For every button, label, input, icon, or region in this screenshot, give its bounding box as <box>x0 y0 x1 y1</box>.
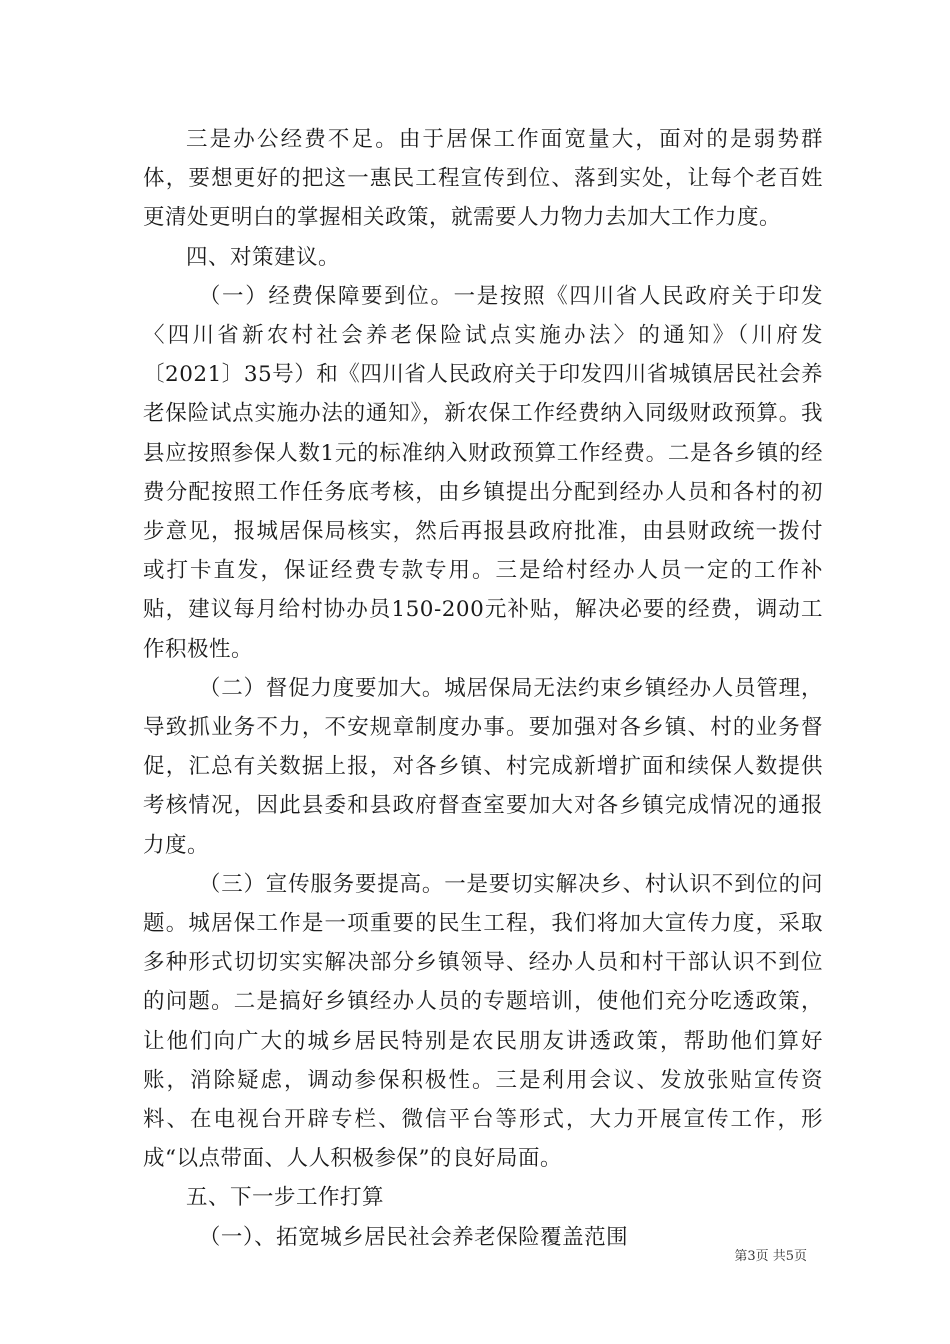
paragraph-publicity-service: （三）宣传服务要提高。一是要切实解决乡、村认识不到位的问题。城居保工作是一项重要的民生工程，我们将加大宣传力度，采取多种形式切切实实解决部分乡镇领导、经办人员和村干部认识不到位的问题。二是搞好乡镇经办人员的专题培训，使他们充分吃透政策，让他们向广大的城乡居民特别是农民朋友讲透政策，帮助他们算好账，消除疑虑，调动参保积极性。三是利用会议、发放张贴宣传资料、在电视台开辟专栏、微信平台等形式，大力开展宣传工作，形成“以点带面、人人积极参保”的良好局面。 <box>143 871 823 1172</box>
paragraph-supervision: （二）督促力度要加大。城居保局无法约束乡镇经办人员管理，导致抓业务不力，不安规章制度办事。要加强对各乡镇、村的业务督促，汇总有关数据上报，对各乡镇、村完成新增扩面和续保人数提供考核情况，因此县委和县政府督查室要加大对各乡镇完成情况的通报力度。 <box>143 675 823 858</box>
paragraph-funding-guarantee: （一）经费保障要到位。一是按照《四川省人民政府关于印发〈四川省新农村社会养老保险试点实施办法〉的通知》（川府发〔2021〕35号）和《四川省人民政府关于印发四川省城镇居民社会养老保险试点实施办法的通知》，新农保工作经费纳入同级财政预算。我县应按照参保人数1元的标准纳入财政预算工作经费。二是各乡镇的经费分配按照工作任务底考核，由乡镇提出分配到经办人员和各村的初步意见，报城居保局核实，然后再报县政府批准，由县财政统一拨付或打卡直发，保证经费专款专用。三是给村经办人员一定的工作补贴，建议每月给村协办员150-200元补贴，解决必要的经费，调动工作积极性。 <box>143 283 823 662</box>
section-heading-next-steps: 五、下一步工作打算 <box>186 1185 385 1211</box>
paragraph-office-funds: 三是办公经费不足。由于居保工作面宽量大，面对的是弱势群体，要想更好的把这一惠民工程宣传到位、落到实处，让每个老百姓更清处更明白的掌握相关政策，就需要人力物力去加大工作力度。 <box>143 127 823 231</box>
page-number-footer: 第3页 共5页 <box>734 1249 807 1264</box>
subheading-expand-coverage: （一）、拓宽城乡居民社会养老保险覆盖范围 <box>198 1224 629 1250</box>
section-heading-countermeasures: 四、对策建议。 <box>186 244 341 270</box>
document-body <box>143 120 823 1257</box>
